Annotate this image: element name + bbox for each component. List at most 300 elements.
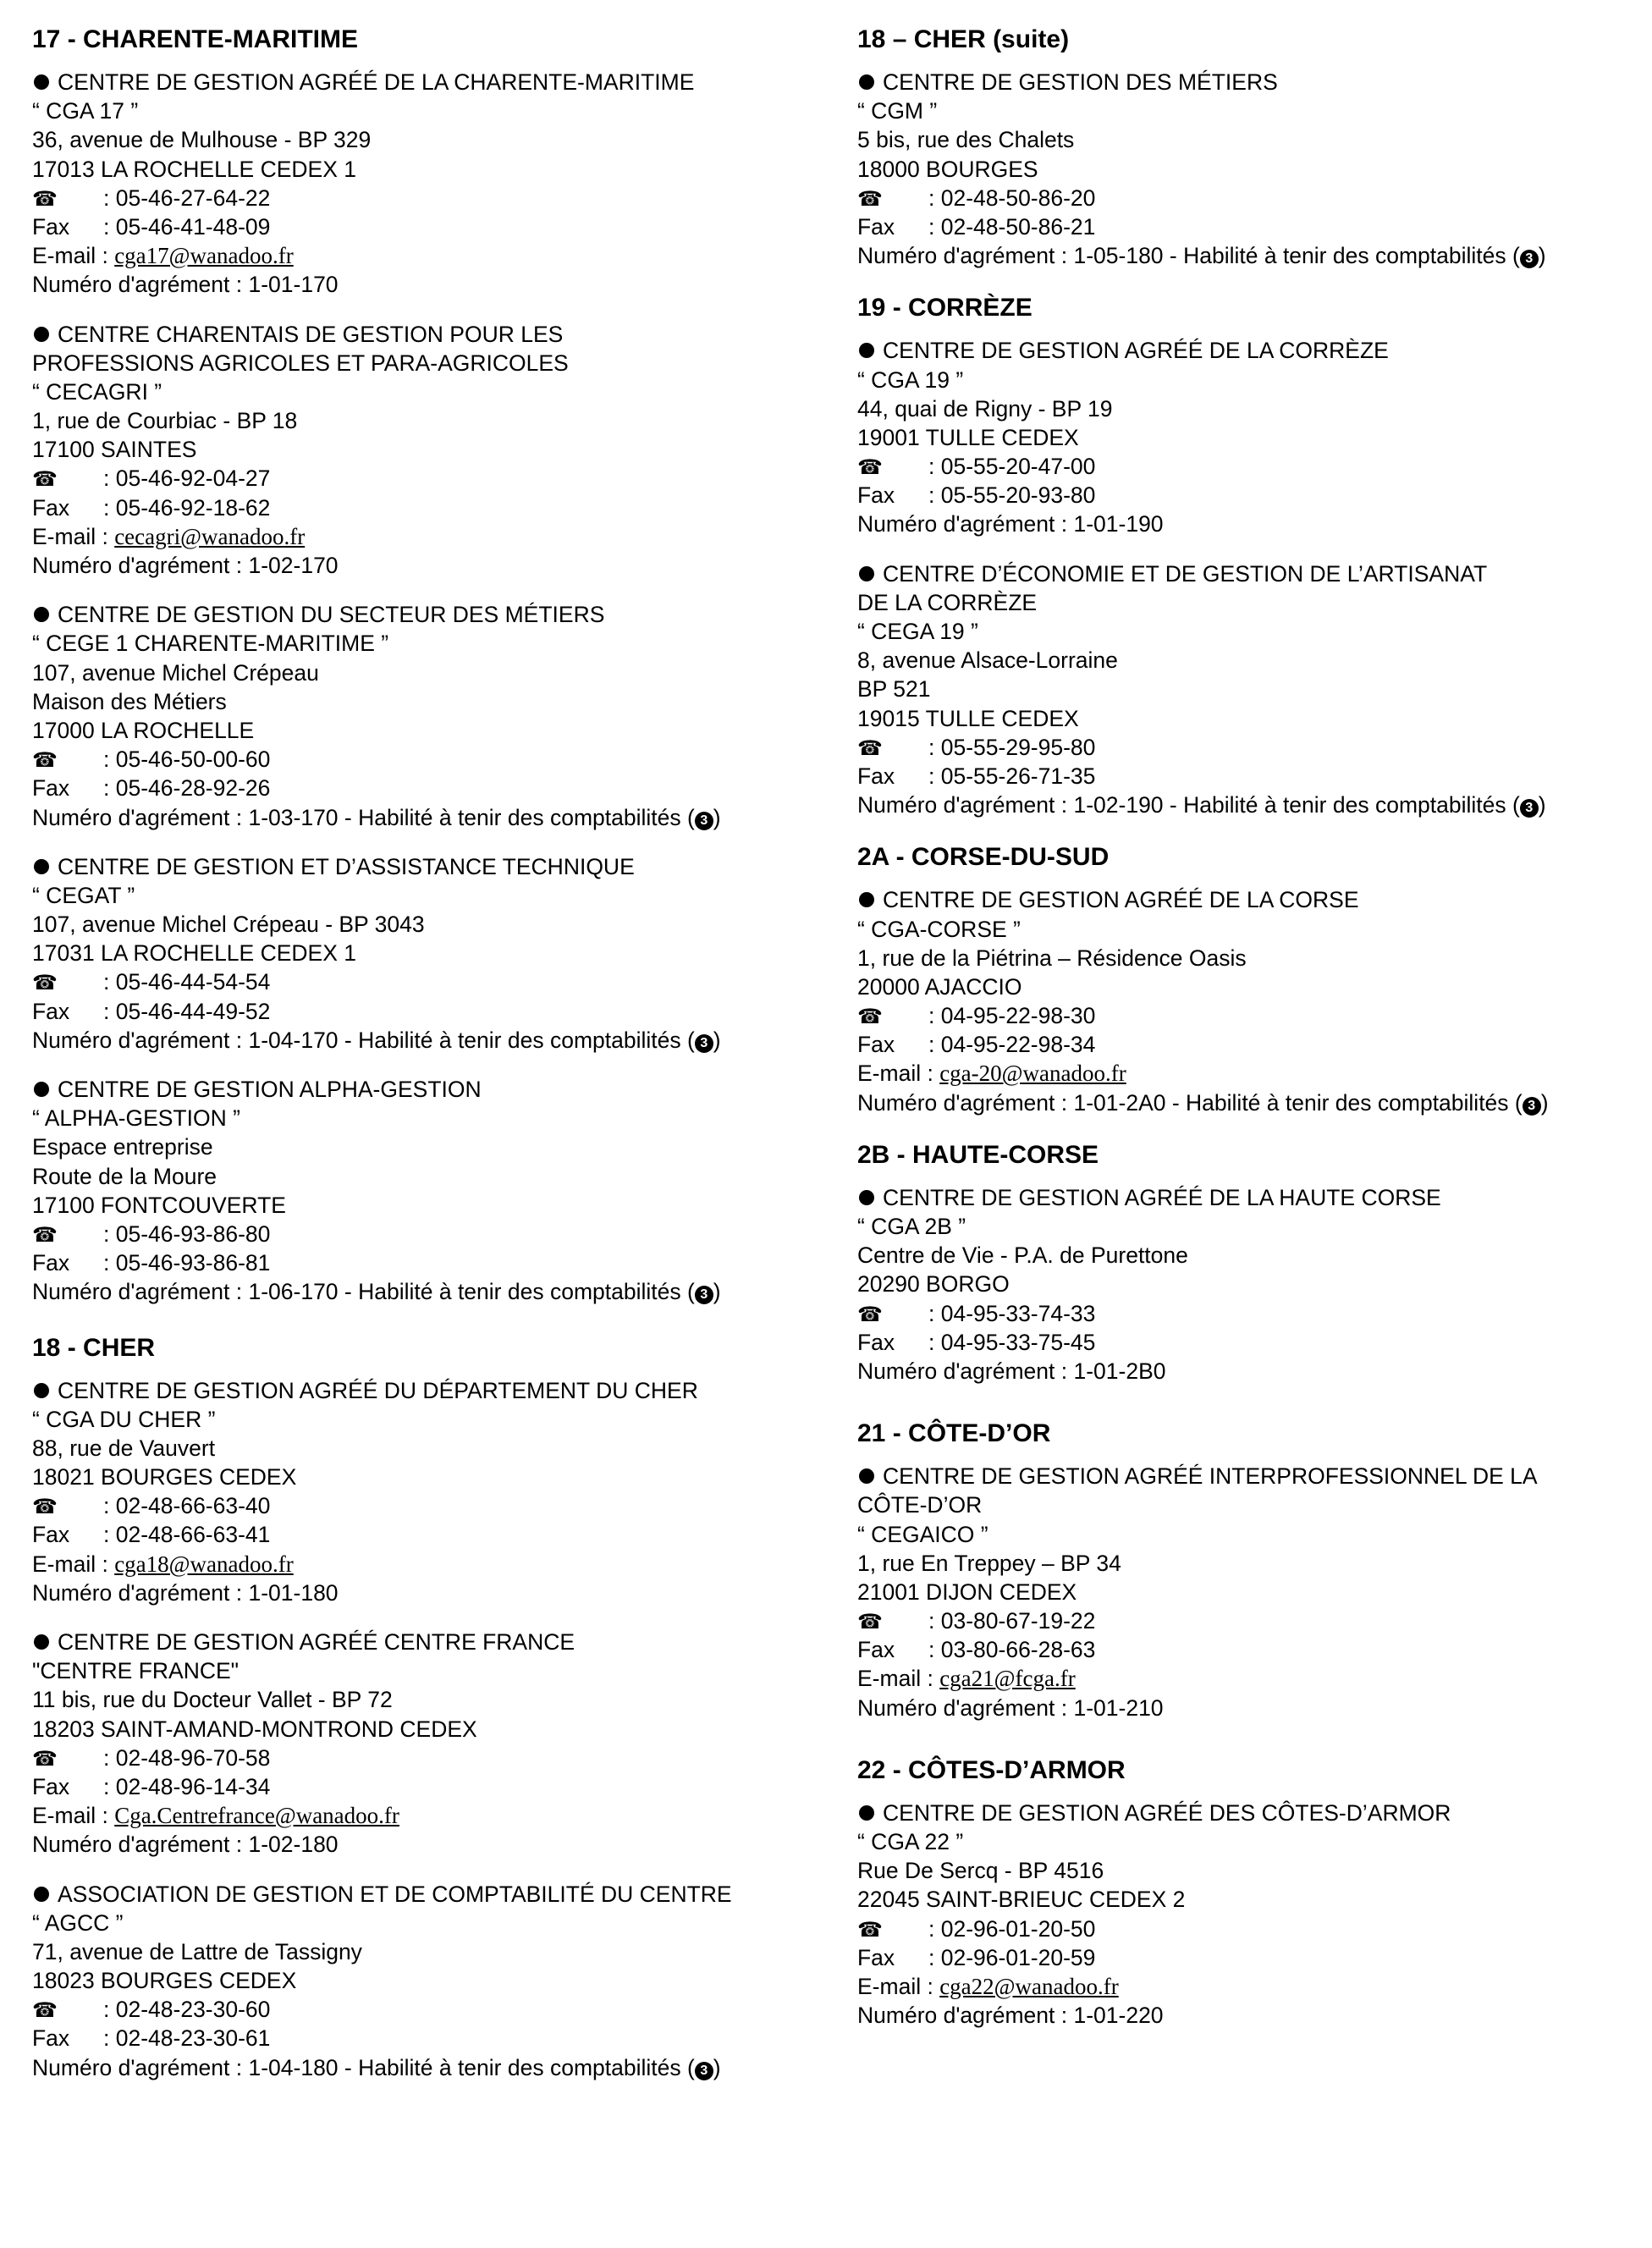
fax-line (32, 1520, 836, 1549)
bullet-icon (859, 1190, 874, 1205)
phone-number: : 02-48-50-86-20 (928, 185, 1096, 211)
habilite-text: Habilité à tenir des comptabilités (358, 1279, 681, 1305)
approval-number: 1-01-190 (1073, 511, 1164, 537)
phone-line (857, 1299, 1644, 1328)
center-entry (32, 1376, 836, 1608)
bullet-icon (859, 1805, 874, 1821)
telephone-icon: ☎ (32, 972, 58, 995)
fax-line (857, 1030, 1644, 1059)
email-link[interactable]: cga17@wanadoo.fr (114, 243, 294, 269)
approval-number-line (32, 2053, 836, 2082)
center-entry (857, 336, 1644, 538)
circled-three-icon: 3 (1520, 799, 1539, 818)
address-line (32, 1685, 836, 1714)
bullet-icon (859, 566, 874, 581)
center-entry (32, 1075, 836, 1307)
email-separator: : (921, 1666, 940, 1692)
center-name-text: CENTRE DE GESTION AGRÉÉ DE LA CORSE (883, 887, 1359, 913)
approval-number: 1-04-170 (248, 1027, 339, 1053)
center-name (32, 600, 836, 629)
center-name (857, 1183, 1644, 1212)
address-line (32, 1909, 836, 1937)
phone-line (32, 745, 836, 774)
fax-line (857, 1635, 1644, 1664)
approval-separator: : (229, 553, 249, 578)
approval-number-line (32, 803, 836, 832)
circled-three-icon: 3 (1520, 250, 1539, 268)
fax-number: : 03-80-66-28-63 (928, 1637, 1096, 1663)
email-link[interactable]: cga21@fcga.fr (939, 1666, 1076, 1692)
approval-number-line (32, 1277, 836, 1306)
fax-number: : 02-48-23-30-61 (103, 2025, 271, 2052)
center-entry (32, 68, 836, 300)
address-text: 5 bis, rue des Chalets (857, 127, 1075, 153)
fax-line (857, 1943, 1644, 1972)
center-name (857, 559, 1644, 588)
approval-label: Numéro d'agrément (32, 804, 230, 830)
phone-number: : 05-46-50-00-60 (103, 747, 271, 773)
circled-three-icon: 3 (695, 812, 713, 830)
address-text: 18000 BOURGES (857, 156, 1038, 182)
address-line (32, 1405, 836, 1434)
center-entry (32, 600, 836, 832)
paren-close: ) (713, 1279, 721, 1305)
approval-number: 1-01-180 (248, 1579, 339, 1606)
address-text: 18021 BOURGES CEDEX (32, 1464, 297, 1490)
approval-number-line (857, 510, 1644, 538)
address-line (857, 617, 1644, 646)
address-line (857, 1270, 1644, 1298)
fax-number: : 05-46-92-18-62 (103, 494, 271, 521)
phone-line (857, 452, 1644, 481)
phone-line (857, 733, 1644, 762)
address-line (32, 125, 836, 154)
center-name (32, 1628, 836, 1656)
address-text: 1, rue En Treppey – BP 34 (857, 1550, 1121, 1576)
habilite-separator: - (1165, 1089, 1187, 1116)
department-section (857, 1755, 1644, 2030)
address-text: 1, rue de la Piétrina – Résidence Oasis (857, 945, 1247, 971)
telephone-icon: ☎ (32, 1999, 58, 2023)
fax-line (857, 481, 1644, 510)
center-name-text: CENTRE DE GESTION AGRÉÉ DU DÉPARTEMENT DU CHER (58, 1377, 698, 1403)
address-text: 36, avenue de Mulhouse - BP 329 (32, 127, 372, 153)
address-text: 19015 TULLE CEDEX (857, 705, 1079, 731)
center-name (32, 320, 836, 349)
address-line (32, 629, 836, 658)
department-section (857, 1418, 1644, 1722)
address-line (32, 406, 836, 435)
address-line (857, 1578, 1644, 1606)
address-text: 17000 LA ROCHELLE (32, 717, 255, 743)
fax-label: Fax (32, 998, 70, 1024)
right-column (857, 24, 1644, 2030)
phone-number: : 05-46-92-04-27 (103, 466, 271, 492)
department-title: 21 - CÔTE-D’OR (857, 1419, 1051, 1448)
approval-number: 1-01-220 (1073, 2003, 1164, 2029)
approval-number: 1-06-170 (248, 1279, 339, 1305)
address-line (857, 96, 1644, 125)
center-name (857, 885, 1644, 914)
fax-label: Fax (32, 1250, 70, 1276)
paren-open: ( (1508, 1089, 1523, 1116)
fax-line (857, 1328, 1644, 1357)
address-line (32, 939, 836, 967)
center-name-text: CENTRE DE GESTION AGRÉÉ DE LA CORRÈZE (883, 338, 1389, 364)
center-name (857, 1799, 1644, 1827)
center-name-text: CENTRE DE GESTION AGRÉÉ DE LA HAUTE CORSE (883, 1184, 1441, 1210)
paren-open: ( (680, 1279, 695, 1305)
department-title: 2B - HAUTE-CORSE (857, 1140, 1099, 1169)
address-text: 11 bis, rue du Docteur Vallet - BP 72 (32, 1687, 393, 1713)
center-name-text: CENTRE DE GESTION DU SECTEUR DES MÉTIERS (58, 602, 605, 628)
approval-separator: : (229, 1579, 249, 1606)
email-separator: : (96, 243, 115, 269)
fax-line (32, 1772, 836, 1801)
email-link[interactable]: cga-20@wanadoo.fr (939, 1061, 1126, 1087)
address-line (32, 1434, 836, 1463)
address-text: Route de la Moure (32, 1163, 218, 1189)
address-line (32, 1191, 836, 1220)
phone-number: : 03-80-67-19-22 (928, 1608, 1096, 1634)
phone-number: : 04-95-33-74-33 (928, 1300, 1096, 1326)
address-line (32, 1937, 836, 1966)
fax-line (32, 493, 836, 522)
approval-separator: : (1055, 243, 1074, 269)
approval-label: Numéro d'agrément (857, 511, 1055, 537)
fax-number: : 02-48-66-63-41 (103, 1522, 271, 1548)
fax-number: : 05-46-41-48-09 (103, 213, 271, 240)
paren-close: ) (713, 2054, 721, 2080)
habilite-separator: - (1163, 243, 1184, 269)
address-text: “ CGA 2B ” (857, 1214, 966, 1239)
phone-number: : 05-55-29-95-80 (928, 734, 1096, 760)
fax-label: Fax (32, 775, 70, 802)
approval-number-line (32, 1830, 836, 1859)
email-label: E-mail (857, 1973, 922, 1999)
circled-three-icon: 3 (1523, 1097, 1541, 1116)
phone-number: : 02-48-66-63-40 (103, 1493, 271, 1519)
address-text: 17100 SAINTES (32, 437, 197, 463)
fax-number: : 05-55-26-71-35 (928, 763, 1096, 789)
bullet-icon (859, 74, 874, 90)
address-text: “ CEGA 19 ” (857, 619, 978, 644)
phone-line (32, 1995, 836, 2024)
bullet-icon (859, 1468, 874, 1484)
address-line (32, 881, 836, 910)
approval-separator: : (1055, 511, 1074, 537)
email-link[interactable]: cga18@wanadoo.fr (114, 1551, 294, 1577)
address-line (857, 1520, 1644, 1549)
address-line (857, 1856, 1644, 1885)
address-line (857, 915, 1644, 944)
telephone-icon: ☎ (857, 187, 883, 211)
address-text: 71, avenue de Lattre de Tassigny (32, 1938, 362, 1964)
approval-number: 1-05-180 (1073, 243, 1164, 269)
approval-number: 1-02-170 (248, 553, 339, 578)
left-column (32, 24, 836, 2082)
email-label: E-mail (857, 1061, 922, 1087)
address-line (32, 155, 836, 184)
habilite-text: Habilité à tenir des comptabilités (358, 804, 681, 830)
address-line (857, 1490, 1644, 1519)
email-line (32, 1550, 836, 1579)
phone-number: : 05-46-44-54-54 (103, 969, 271, 995)
bullet-icon (34, 327, 49, 342)
email-separator: : (96, 1551, 115, 1577)
email-label: E-mail (857, 1666, 922, 1692)
bullet-icon (34, 74, 49, 90)
address-text: 1, rue de Courbiac - BP 18 (32, 408, 298, 434)
phone-number: : 05-55-20-47-00 (928, 454, 1096, 480)
address-line (32, 1463, 836, 1491)
address-text: 17100 FONTCOUVERTE (32, 1192, 286, 1218)
center-name-text: CENTRE DE GESTION AGRÉÉ DE LA CHARENTE-MARITIME (58, 69, 695, 95)
fax-label: Fax (857, 213, 895, 240)
center-name-text: CENTRE DE GESTION AGRÉÉ CENTRE FRANCE (58, 1629, 575, 1655)
phone-line (32, 184, 836, 212)
center-name (32, 1075, 836, 1104)
address-line (32, 435, 836, 464)
telephone-icon: ☎ (857, 1611, 883, 1634)
paren-close: ) (1538, 243, 1546, 269)
address-text: CÔTE-D’OR (857, 1492, 983, 1518)
paren-close: ) (1540, 1089, 1549, 1116)
address-line (857, 1827, 1644, 1856)
approval-label: Numéro d'agrément (32, 1579, 230, 1606)
address-text: Centre de Vie - P.A. de Purettone (857, 1242, 1188, 1269)
paren-close: ) (713, 804, 721, 830)
address-line (857, 1549, 1644, 1578)
approval-number-line (32, 270, 836, 299)
department-section (857, 841, 1644, 1117)
department-title: 2A - CORSE-DU-SUD (857, 843, 1110, 872)
bullet-icon (859, 343, 874, 358)
address-text: “ CGM ” (857, 98, 938, 124)
email-separator: : (96, 1803, 115, 1829)
fax-line (857, 762, 1644, 791)
center-name-text: CENTRE DE GESTION DES MÉTIERS (883, 69, 1278, 95)
address-line (857, 1212, 1644, 1241)
bullet-icon (859, 892, 874, 907)
address-text: “ CGA 19 ” (857, 366, 964, 393)
phone-line (857, 1915, 1644, 1943)
approval-number-line (32, 1026, 836, 1055)
circled-three-icon: 3 (695, 2062, 713, 2080)
address-line (857, 1885, 1644, 1914)
approval-label: Numéro d'agrément (857, 243, 1055, 269)
fax-label: Fax (32, 494, 70, 521)
department-section (857, 24, 1644, 270)
address-text: 44, quai de Rigny - BP 19 (857, 395, 1113, 422)
address-line (32, 910, 836, 939)
email-link[interactable]: cecagri@wanadoo.fr (114, 523, 306, 549)
address-text: 88, rue de Vauvert (32, 1435, 216, 1461)
email-line (32, 241, 836, 270)
address-line (857, 394, 1644, 423)
paren-open: ( (680, 804, 695, 830)
address-line (32, 1656, 836, 1685)
address-line (857, 704, 1644, 733)
circled-three-icon: 3 (695, 1034, 713, 1053)
email-line (857, 1664, 1644, 1693)
fax-line (32, 997, 836, 1026)
approval-label: Numéro d'agrément (857, 1089, 1055, 1116)
address-line (857, 125, 1644, 154)
paren-open: ( (1506, 792, 1520, 818)
habilite-separator: - (338, 1027, 359, 1053)
center-name (857, 68, 1644, 96)
email-link[interactable]: Cga.Centrefrance@wanadoo.fr (114, 1803, 399, 1829)
address-text: 17031 LA ROCHELLE CEDEX 1 (32, 940, 356, 967)
telephone-icon: ☎ (32, 749, 58, 773)
address-line (857, 366, 1644, 394)
center-name-text: CENTRE DE GESTION ALPHA-GESTION (58, 1077, 482, 1102)
address-text: “ CEGAICO ” (857, 1521, 988, 1547)
telephone-icon: ☎ (857, 1006, 883, 1029)
address-text: 8, avenue Alsace-Lorraine (857, 647, 1118, 674)
approval-separator: : (1055, 792, 1074, 818)
address-text: Maison des Métiers (32, 688, 227, 714)
phone-line (32, 1220, 836, 1248)
fax-number: : 05-46-93-86-81 (103, 1250, 271, 1276)
phone-number: : 05-46-27-64-22 (103, 185, 271, 211)
email-line (32, 522, 836, 551)
fax-number: : 05-55-20-93-80 (928, 482, 1096, 509)
center-entry (857, 1462, 1644, 1722)
approval-number: 1-01-210 (1073, 1694, 1164, 1721)
address-line (32, 716, 836, 745)
address-line (32, 1104, 836, 1132)
address-text: 18023 BOURGES CEDEX (32, 1968, 297, 1994)
paren-open: ( (680, 2054, 695, 2080)
address-text: “ CGA 22 ” (857, 1829, 964, 1854)
phone-line (857, 184, 1644, 212)
phone-number: : 02-48-96-70-58 (103, 1744, 271, 1771)
address-line (857, 675, 1644, 703)
center-name-text: CENTRE DE GESTION AGRÉÉ INTERPROFESSIONNEL DE LA (883, 1463, 1538, 1490)
center-name-text: CENTRE DE GESTION ET D’ASSISTANCE TECHNIQUE (58, 853, 635, 879)
approval-number-line (857, 791, 1644, 819)
address-text: “ CGA-CORSE ” (857, 916, 1021, 942)
approval-number-line (857, 241, 1644, 270)
center-entry (32, 1880, 836, 2082)
department-section (32, 1332, 836, 2082)
approval-number: 1-02-180 (248, 1832, 339, 1858)
telephone-icon: ☎ (32, 187, 58, 211)
bullet-icon (34, 1383, 49, 1398)
fax-line (32, 2024, 836, 2052)
email-label: E-mail (32, 1803, 96, 1829)
fax-number: : 04-95-33-75-45 (928, 1329, 1096, 1355)
fax-number: : 04-95-22-98-34 (928, 1032, 1096, 1058)
address-line (857, 155, 1644, 184)
phone-line (857, 1606, 1644, 1635)
email-link[interactable]: cga22@wanadoo.fr (939, 1973, 1119, 1999)
fax-number: : 05-46-28-92-26 (103, 775, 271, 802)
center-name (32, 1880, 836, 1909)
address-text: 19001 TULLE CEDEX (857, 424, 1079, 450)
phone-line (32, 1744, 836, 1772)
address-line (32, 377, 836, 406)
email-label: E-mail (32, 1551, 96, 1577)
address-text: 20290 BORGO (857, 1271, 1010, 1298)
department-title: 18 - CHER (32, 1333, 156, 1362)
approval-label: Numéro d'agrément (857, 2003, 1055, 2029)
center-entry (32, 1628, 836, 1860)
fax-number: : 02-96-01-20-59 (928, 1944, 1096, 1970)
department-title: 22 - CÔTES-D’ARMOR (857, 1755, 1126, 1784)
approval-number-line (857, 1694, 1644, 1722)
fax-label: Fax (857, 1032, 895, 1058)
address-text: DE LA CORRÈZE (857, 589, 1038, 615)
phone-number: : 05-46-93-86-80 (103, 1220, 271, 1247)
center-name-text: CENTRE D’ÉCONOMIE ET DE GESTION DE L’ARTISANAT (883, 560, 1488, 587)
approval-separator: : (229, 1279, 249, 1305)
bullet-icon (34, 1082, 49, 1097)
phone-number: : 02-96-01-20-50 (928, 1915, 1096, 1942)
address-line (32, 1966, 836, 1995)
approval-number: 1-03-170 (248, 804, 339, 830)
address-text: 107, avenue Michel Crépeau (32, 659, 319, 686)
address-text: “ CGA 17 ” (32, 98, 139, 124)
email-label: E-mail (32, 243, 96, 269)
approval-number: 1-01-2A0 (1073, 1089, 1166, 1116)
email-separator: : (921, 1973, 940, 1999)
bullet-icon (34, 607, 49, 622)
paren-open: ( (1506, 243, 1520, 269)
email-line (857, 1972, 1644, 2001)
address-text: "CENTRE FRANCE" (32, 1658, 240, 1684)
fax-line (32, 212, 836, 241)
habilite-text: Habilité à tenir des comptabilités (1186, 1089, 1509, 1116)
email-line (32, 1801, 836, 1830)
department-title: 19 - CORRÈZE (857, 294, 1032, 322)
email-separator: : (96, 523, 115, 549)
approval-separator: : (1055, 1694, 1074, 1721)
approval-separator: : (229, 1027, 249, 1053)
center-name-text: ASSOCIATION DE GESTION ET DE COMPTABILITÉ DU CENTRE (58, 1881, 732, 1907)
bullet-icon (34, 1634, 49, 1650)
approval-label: Numéro d'agrément (857, 1694, 1055, 1721)
habilite-separator: - (338, 2054, 359, 2080)
fax-line (857, 212, 1644, 241)
email-line (857, 1059, 1644, 1088)
center-name (32, 852, 836, 881)
address-line (32, 658, 836, 687)
fax-label: Fax (857, 1637, 895, 1663)
center-entry (857, 68, 1644, 270)
address-text: 107, avenue Michel Crépeau - BP 3043 (32, 912, 425, 938)
fax-label: Fax (32, 213, 70, 240)
fax-label: Fax (857, 1329, 895, 1355)
telephone-icon: ☎ (857, 456, 883, 480)
fax-label: Fax (857, 1944, 895, 1970)
approval-number: 1-01-2B0 (1073, 1358, 1166, 1384)
approval-number-line (32, 1579, 836, 1607)
address-text: BP 521 (857, 676, 931, 702)
center-entry (857, 885, 1644, 1117)
circled-three-icon: 3 (695, 1286, 713, 1304)
address-text: “ CEGE 1 CHARENTE-MARITIME ” (32, 631, 389, 657)
approval-separator: : (1055, 2003, 1074, 2029)
approval-separator: : (229, 1832, 249, 1858)
approval-label: Numéro d'agrément (32, 1832, 230, 1858)
address-text: PROFESSIONS AGRICOLES ET PARA-AGRICOLES (32, 350, 569, 376)
habilite-text: Habilité à tenir des comptabilités (1183, 792, 1506, 818)
department-title: 17 - CHARENTE-MARITIME (32, 25, 359, 53)
address-text: 17013 LA ROCHELLE CEDEX 1 (32, 156, 356, 182)
